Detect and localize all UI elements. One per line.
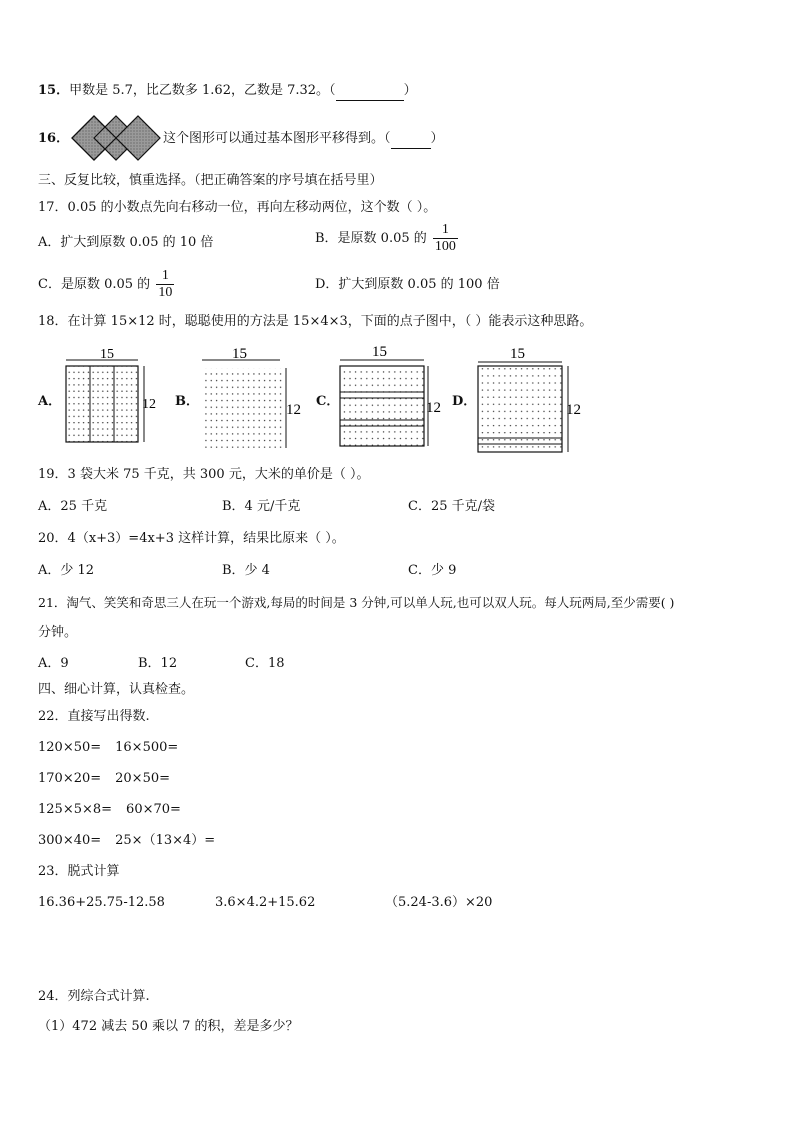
question-15 (38, 82, 417, 101)
q18-b-width-label: 15 (232, 346, 247, 362)
q24-sub1: （1）472 减去 50 乘以 7 的积，差是多少？ (38, 1019, 299, 1034)
q22-item: 20×50= (115, 771, 171, 786)
q18-label-d[interactable]: D． (452, 394, 477, 409)
q17-option-c[interactable] (38, 268, 176, 301)
q16-close: ） (430, 131, 444, 146)
q22-item: 60×70= (126, 802, 181, 817)
q18-figure-c (336, 342, 446, 450)
q20-option-b[interactable]: B．少 4 (222, 563, 270, 578)
question-16-number: 16． (38, 131, 70, 146)
q21-option-c[interactable]: C．18 (245, 656, 285, 671)
q20-stem: 20．4（x+3）=4x+3 这样计算，结果比原来（ ）。 (38, 531, 345, 546)
q15-text: 甲数是 5.7，比乙数多 1.62，乙数是 7.32。（ (69, 83, 336, 98)
q23-expression-3: （5.24-3.6）×20 (385, 895, 493, 910)
q22-row (38, 739, 178, 757)
q21-stem-line1: 21．淘气、笑笑和奇思三人在玩一个游戏,每局的时间是 3 分钟,可以单人玩,也可以双人玩。每人玩两局,至少需要( ) (38, 595, 675, 610)
q22-item: 170×20= (38, 771, 102, 786)
q20-option-a[interactable]: A．少 12 (38, 563, 95, 578)
q18-a-height-label: 12 (142, 397, 156, 412)
q22-item: 25×（13×4）= (115, 833, 216, 848)
q18-figure-b (198, 344, 308, 450)
q23-expression-2: 3.6×4.2+15.62 (215, 895, 316, 910)
q15-number: 15． (38, 83, 70, 98)
q22-row (38, 801, 181, 819)
q21-option-a[interactable]: A．9 (38, 656, 69, 671)
section-3-heading: 三、反复比较，慎重选择。（把正确答案的序号填在括号里） (38, 173, 383, 188)
q22-item: 125×5×8= (38, 802, 113, 817)
q23-title: 23．脱式计算 (38, 864, 120, 879)
q18-label-a[interactable]: A． (38, 394, 62, 409)
q17-option-b-text: B．是原数 0.05 的 (315, 231, 427, 246)
q17-option-b[interactable] (315, 222, 460, 255)
section-4-heading: 四、细心计算，认真检查。 (38, 682, 195, 697)
q24-title: 24．列综合式计算. (38, 989, 150, 1004)
q18-d-width-label: 15 (510, 346, 525, 362)
q15-close: ） (403, 83, 417, 98)
q18-figure-d (474, 344, 590, 456)
q20-option-c[interactable]: C．少 9 (408, 563, 457, 578)
q18-b-height-label: 12 (286, 402, 301, 418)
diamond-pattern-figure (70, 112, 162, 164)
q16-answer-blank[interactable] (391, 130, 431, 149)
q18-label-c[interactable]: C． (316, 394, 340, 409)
q15-answer-blank[interactable] (336, 82, 404, 101)
q17-option-d[interactable]: D．扩大到原数 0.05 的 100 倍 (315, 277, 500, 292)
q18-d-height-label: 12 (566, 402, 581, 418)
q19-option-b[interactable]: B．4 元/千克 (222, 499, 301, 514)
q22-item: 120×50= (38, 740, 102, 755)
q19-option-c[interactable]: C．25 千克/袋 (408, 499, 496, 514)
q17-option-a[interactable]: A．扩大到原数 0.05 的 10 倍 (38, 235, 214, 250)
q18-c-width-label: 15 (372, 344, 387, 360)
q21-stem-line2: 分钟。 (38, 625, 78, 640)
q18-label-b[interactable]: B． (175, 394, 199, 409)
q18-c-height-label: 12 (426, 400, 441, 416)
q17-option-c-fraction: $\frac{1}{10}$ (158, 268, 173, 300)
q16-text: 这个图形可以通过基本图形平移得到。（ (163, 131, 391, 146)
q18-figure-a (62, 344, 160, 444)
q18-stem: 18．在计算 15×12 时，聪聪使用的方法是 15×4×3，下面的点子图中，（ ）能表示这种思路。 (38, 314, 593, 329)
q22-row (38, 770, 170, 788)
q22-item: 16×500= (115, 740, 179, 755)
q22-title: 22．直接写出得数. (38, 709, 150, 724)
q16-text-line (163, 130, 444, 149)
q19-option-a[interactable]: A．25 千克 (38, 499, 108, 514)
q17-option-b-fraction: $\frac{1}{100}$ (434, 222, 456, 254)
q22-row (38, 832, 215, 850)
q18-a-width-label: 15 (100, 347, 114, 362)
q17-option-c-text: C．是原数 0.05 的 (38, 277, 151, 292)
q22-item: 300×40= (38, 833, 102, 848)
q21-option-b[interactable]: B．12 (138, 656, 178, 671)
q17-stem: 17．0.05 的小数点先向右移动一位，再向左移动两位，这个数（ ）。 (38, 200, 437, 215)
q23-expression-1: 16.36+25.75-12.58 (38, 895, 165, 910)
q19-stem: 19．3 袋大米 75 千克，共 300 元，大米的单价是（ ）。 (38, 467, 370, 482)
